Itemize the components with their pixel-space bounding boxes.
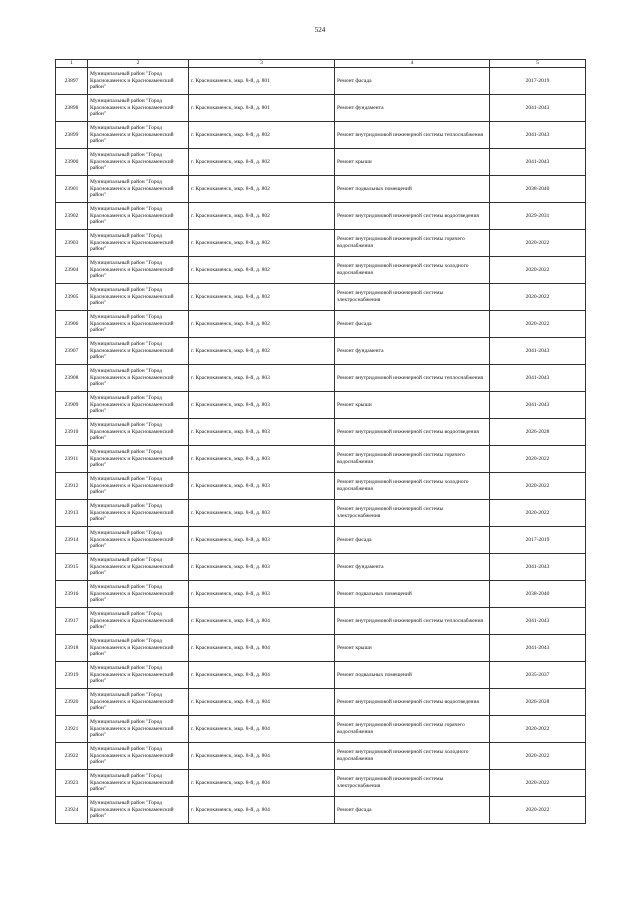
address-cell: г. Краснокаменск, мкр. 8-й, д. 802 [189,284,335,311]
row-number: 23923 [56,770,88,797]
address-cell: г. Краснокаменск, мкр. 8-й, д. 803 [189,365,335,392]
row-number: 23924 [56,797,88,824]
table-row [56,689,586,716]
address-cell: г. Краснокаменск, мкр. 8-й, д. 802 [189,203,335,230]
address-cell: г. Краснокаменск, мкр. 8-й, д. 802 [189,176,335,203]
period-cell: 2020-2022 [490,500,586,527]
period-cell: 2041-2043 [490,338,586,365]
period-cell: 2029-2031 [490,203,586,230]
address-cell: г. Краснокаменск, мкр. 8-й, д. 803 [189,392,335,419]
municipality-cell: Муниципальный район "Город Краснокаменск и Краснокаменский район" [88,392,189,419]
row-number: 23922 [56,743,88,770]
municipality-cell: Муниципальный район "Город Краснокаменск и Краснокаменский район" [88,662,189,689]
municipality-cell: Муниципальный район "Город Краснокаменск и Краснокаменский район" [88,230,189,257]
table-row [56,743,586,770]
table-row [56,473,586,500]
municipality-cell: Муниципальный район "Город Краснокаменск и Краснокаменский район" [88,581,189,608]
address-cell: г. Краснокаменск, мкр. 8-й, д. 804 [189,662,335,689]
row-number: 23916 [56,581,88,608]
address-cell: г. Краснокаменск, мкр. 8-й, д. 801 [189,68,335,95]
period-cell: 2020-2022 [490,284,586,311]
municipality-cell: Муниципальный район "Город Краснокаменск и Краснокаменский район" [88,446,189,473]
page-number: 524 [314,26,326,34]
work-type-cell: Ремонт фасада [335,68,490,95]
table-row [56,149,586,176]
work-type-cell: Ремонт внутридомовой инженерной системы водоотведения [335,419,490,446]
header-col-5: 5 [490,60,586,68]
table-row [56,581,586,608]
table-row [56,527,586,554]
table-row [56,203,586,230]
table-row [56,338,586,365]
period-cell: 2035-2037 [490,662,586,689]
work-type-cell: Ремонт подвальных помещений [335,581,490,608]
period-cell: 2020-2022 [490,716,586,743]
work-type-cell: Ремонт крыши [335,149,490,176]
period-cell: 2020-2022 [490,311,586,338]
table-row [56,176,586,203]
period-cell: 2041-2043 [490,95,586,122]
period-cell: 2038-2040 [490,581,586,608]
period-cell: 2017-2019 [490,68,586,95]
table-row [56,392,586,419]
address-cell: г. Краснокаменск, мкр. 8-й, д. 802 [189,257,335,284]
work-type-cell: Ремонт внутридомовой инженерной системы теплоснабжения [335,608,490,635]
row-number: 23909 [56,392,88,419]
row-number: 23913 [56,500,88,527]
work-type-cell: Ремонт внутридомовой инженерной системы холодного водоснабжения [335,473,490,500]
row-number: 23906 [56,311,88,338]
work-type-cell: Ремонт фасада [335,527,490,554]
period-cell: 2020-2022 [490,743,586,770]
address-cell: г. Краснокаменск, мкр. 8-й, д. 804 [189,689,335,716]
table-row [56,230,586,257]
address-cell: г. Краснокаменск, мкр. 8-й, д. 801 [189,95,335,122]
period-cell: 2041-2043 [490,608,586,635]
work-type-cell: Ремонт крыши [335,635,490,662]
municipality-cell: Муниципальный район "Город Краснокаменск и Краснокаменский район" [88,500,189,527]
header-col-1: 1 [56,60,88,68]
row-number: 23920 [56,689,88,716]
table-row [56,716,586,743]
municipality-cell: Муниципальный район "Город Краснокаменск и Краснокаменский район" [88,176,189,203]
row-number: 23900 [56,149,88,176]
period-cell: 2041-2043 [490,392,586,419]
table-row [56,365,586,392]
municipality-cell: Муниципальный район "Город Краснокаменск и Краснокаменский район" [88,770,189,797]
address-cell: г. Краснокаменск, мкр. 8-й, д. 802 [189,230,335,257]
municipality-cell: Муниципальный район "Город Краснокаменск и Краснокаменский район" [88,203,189,230]
municipality-cell: Муниципальный район "Город Краснокаменск и Краснокаменский район" [88,554,189,581]
period-cell: 2038-2040 [490,176,586,203]
table-row [56,500,586,527]
municipality-cell: Муниципальный район "Город Краснокаменск и Краснокаменский район" [88,257,189,284]
row-number: 23911 [56,446,88,473]
work-type-cell: Ремонт внутридомовой инженерной системы холодного водоснабжения [335,257,490,284]
period-cell: 2026-2028 [490,689,586,716]
municipality-cell: Муниципальный район "Город Краснокаменск и Краснокаменский район" [88,365,189,392]
work-type-cell: Ремонт фундамента [335,95,490,122]
work-type-cell: Ремонт внутридомовой инженерной системы горячего водоснабжения [335,446,490,473]
work-type-cell: Ремонт внутридомовой инженерной системы теплоснабжения [335,365,490,392]
work-type-cell: Ремонт внутридомовой инженерной системы горячего водоснабжения [335,230,490,257]
table-row [56,635,586,662]
municipality-cell: Муниципальный район "Город Краснокаменск и Краснокаменский район" [88,68,189,95]
work-type-cell: Ремонт внутридомовой инженерной системы электроснабжения [335,284,490,311]
work-type-cell: Ремонт внутридомовой инженерной системы холодного водоснабжения [335,743,490,770]
address-cell: г. Краснокаменск, мкр. 8-й, д. 804 [189,635,335,662]
table-row [56,419,586,446]
municipality-cell: Муниципальный район "Город Краснокаменск и Краснокаменский район" [88,743,189,770]
work-type-cell: Ремонт фасада [335,311,490,338]
period-cell: 2041-2043 [490,122,586,149]
address-cell: г. Краснокаменск, мкр. 8-й, д. 804 [189,743,335,770]
row-number: 23899 [56,122,88,149]
work-type-cell: Ремонт фундамента [335,338,490,365]
municipality-cell: Муниципальный район "Город Краснокаменск и Краснокаменский район" [88,95,189,122]
row-number: 23907 [56,338,88,365]
header-col-3: 3 [189,60,335,68]
address-cell: г. Краснокаменск, мкр. 8-й, д. 802 [189,311,335,338]
header-row [56,60,586,68]
header-col-2: 2 [88,60,189,68]
row-number: 23910 [56,419,88,446]
table-header [56,60,586,68]
address-cell: г. Краснокаменск, мкр. 8-й, д. 803 [189,581,335,608]
row-number: 23908 [56,365,88,392]
row-number: 23903 [56,230,88,257]
municipality-cell: Муниципальный район "Город Краснокаменск и Краснокаменский район" [88,608,189,635]
address-cell: г. Краснокаменск, мкр. 8-й, д. 804 [189,608,335,635]
address-cell: г. Краснокаменск, мкр. 8-й, д. 803 [189,554,335,581]
work-type-cell: Ремонт внутридомовой инженерной системы электроснабжения [335,770,490,797]
work-type-cell: Ремонт внутридомовой инженерной системы водоотведения [335,689,490,716]
period-cell: 2026-2028 [490,419,586,446]
work-type-cell: Ремонт внутридомовой инженерной системы электроснабжения [335,500,490,527]
work-type-cell: Ремонт внутридомовой инженерной системы водоотведения [335,203,490,230]
table-row [56,95,586,122]
period-cell: 2041-2043 [490,635,586,662]
period-cell: 2020-2022 [490,797,586,824]
period-cell: 2020-2022 [490,257,586,284]
address-cell: г. Краснокаменск, мкр. 8-й, д. 803 [189,473,335,500]
period-cell: 2020-2022 [490,230,586,257]
table-row [56,284,586,311]
table-row [56,311,586,338]
table-row [56,257,586,284]
address-cell: г. Краснокаменск, мкр. 8-й, д. 802 [189,122,335,149]
work-type-cell: Ремонт внутридомовой инженерной системы горячего водоснабжения [335,716,490,743]
municipality-cell: Муниципальный район "Город Краснокаменск и Краснокаменский район" [88,797,189,824]
period-cell: 2020-2022 [490,446,586,473]
address-cell: г. Краснокаменск, мкр. 8-й, д. 802 [189,338,335,365]
row-number: 23904 [56,257,88,284]
table-row [56,446,586,473]
municipality-cell: Муниципальный район "Город Краснокаменск и Краснокаменский район" [88,311,189,338]
work-type-cell: Ремонт подвальных помещений [335,662,490,689]
table-row [56,68,586,95]
work-type-cell: Ремонт фундамента [335,554,490,581]
address-cell: г. Краснокаменск, мкр. 8-й, д. 804 [189,797,335,824]
repair-schedule-table [55,59,586,824]
period-cell: 2017-2019 [490,527,586,554]
municipality-cell: Муниципальный район "Город Краснокаменск и Краснокаменский район" [88,635,189,662]
address-cell: г. Краснокаменск, мкр. 8-й, д. 803 [189,446,335,473]
municipality-cell: Муниципальный район "Город Краснокаменск и Краснокаменский район" [88,419,189,446]
row-number: 23898 [56,95,88,122]
address-cell: г. Краснокаменск, мкр. 8-й, д. 802 [189,149,335,176]
period-cell: 2020-2022 [490,770,586,797]
row-number: 23912 [56,473,88,500]
address-cell: г. Краснокаменск, мкр. 8-й, д. 803 [189,527,335,554]
row-number: 23919 [56,662,88,689]
table-row [56,554,586,581]
municipality-cell: Муниципальный район "Город Краснокаменск и Краснокаменский район" [88,149,189,176]
table-row [56,608,586,635]
work-type-cell: Ремонт фасада [335,797,490,824]
work-type-cell: Ремонт крыши [335,392,490,419]
row-number: 23902 [56,203,88,230]
header-col-4: 4 [335,60,490,68]
row-number: 23897 [56,68,88,95]
municipality-cell: Муниципальный район "Город Краснокаменск и Краснокаменский район" [88,689,189,716]
row-number: 23901 [56,176,88,203]
row-number: 23918 [56,635,88,662]
row-number: 23917 [56,608,88,635]
address-cell: г. Краснокаменск, мкр. 8-й, д. 804 [189,716,335,743]
period-cell: 2041-2043 [490,149,586,176]
municipality-cell: Муниципальный район "Город Краснокаменск и Краснокаменский район" [88,716,189,743]
row-number: 23921 [56,716,88,743]
table-body [56,68,586,824]
work-type-cell: Ремонт подвальных помещений [335,176,490,203]
address-cell: г. Краснокаменск, мкр. 8-й, д. 804 [189,770,335,797]
municipality-cell: Муниципальный район "Город Краснокаменск и Краснокаменский район" [88,527,189,554]
address-cell: г. Краснокаменск, мкр. 8-й, д. 803 [189,419,335,446]
row-number: 23914 [56,527,88,554]
row-number: 23915 [56,554,88,581]
municipality-cell: Муниципальный район "Город Краснокаменск и Краснокаменский район" [88,473,189,500]
table-row [56,770,586,797]
row-number: 23905 [56,284,88,311]
period-cell: 2020-2022 [490,473,586,500]
municipality-cell: Муниципальный район "Город Краснокаменск и Краснокаменский район" [88,122,189,149]
municipality-cell: Муниципальный район "Город Краснокаменск и Краснокаменский район" [88,284,189,311]
work-type-cell: Ремонт внутридомовой инженерной системы теплоснабжения [335,122,490,149]
table-row [56,797,586,824]
period-cell: 2041-2043 [490,365,586,392]
address-cell: г. Краснокаменск, мкр. 8-й, д. 803 [189,500,335,527]
period-cell: 2041-2043 [490,554,586,581]
municipality-cell: Муниципальный район "Город Краснокаменск и Краснокаменский район" [88,338,189,365]
table-row [56,122,586,149]
table-row [56,662,586,689]
